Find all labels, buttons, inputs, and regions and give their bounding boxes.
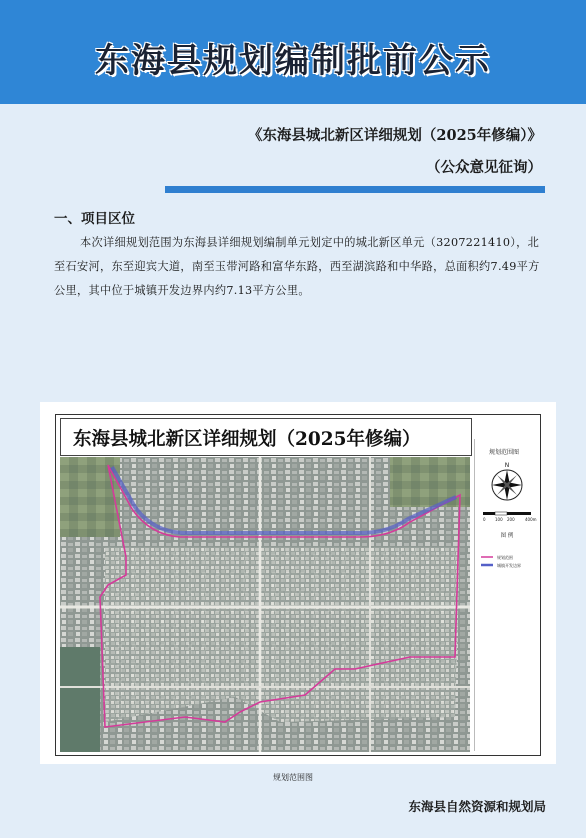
map-figure	[40, 402, 556, 764]
farmland-area	[390, 457, 470, 507]
issuer-name: 东海县自然资源和规划局	[408, 799, 546, 814]
scale-tick-label: 0	[483, 517, 486, 522]
legend-item-label: 城镇开发边界	[497, 563, 521, 568]
map-title: 东海县城北新区详细规划（2025年修编）	[73, 429, 421, 450]
planning-zone-fill	[105, 547, 460, 722]
map-legend	[474, 439, 539, 751]
legend-items	[475, 551, 539, 581]
north-arrow-icon	[475, 457, 539, 547]
lake-area	[60, 647, 100, 752]
scale-tick-label: 400m	[525, 517, 537, 522]
figure-caption: 规划范围图	[273, 773, 313, 782]
legend-item-label: 规划范围	[497, 555, 513, 560]
document-subtitle: （公众意见征询）	[426, 159, 542, 176]
legend-label: 图 例	[500, 533, 514, 539]
svg-text:N: N	[504, 462, 510, 469]
scale-tick-label: 100	[495, 517, 503, 522]
header-banner	[0, 0, 586, 104]
document-title: 《东海县城北新区详细规划（2025年修编）》	[247, 127, 542, 144]
section-paragraph: 本次详细规划范围为东海县详细规划编制单元划定中的城北新区单元（3207221410），北至石安河，东至迎宾大道，南至玉带河路和富华东路，西至湖滨路和中华路，总面积约7.49平方公里，其中位于城镇开发边界内约7.13平方公里。	[54, 236, 540, 297]
page-title: 东海县规划编制批前公示	[95, 41, 491, 81]
legend-heading: 规划范围图	[489, 449, 520, 456]
title-divider	[165, 186, 545, 193]
satellite-map	[60, 457, 470, 752]
section-heading: 一、项目区位	[54, 211, 135, 227]
scale-tick-label: 200	[507, 517, 515, 522]
map-title-box	[60, 418, 472, 456]
map-sheet	[55, 414, 541, 756]
